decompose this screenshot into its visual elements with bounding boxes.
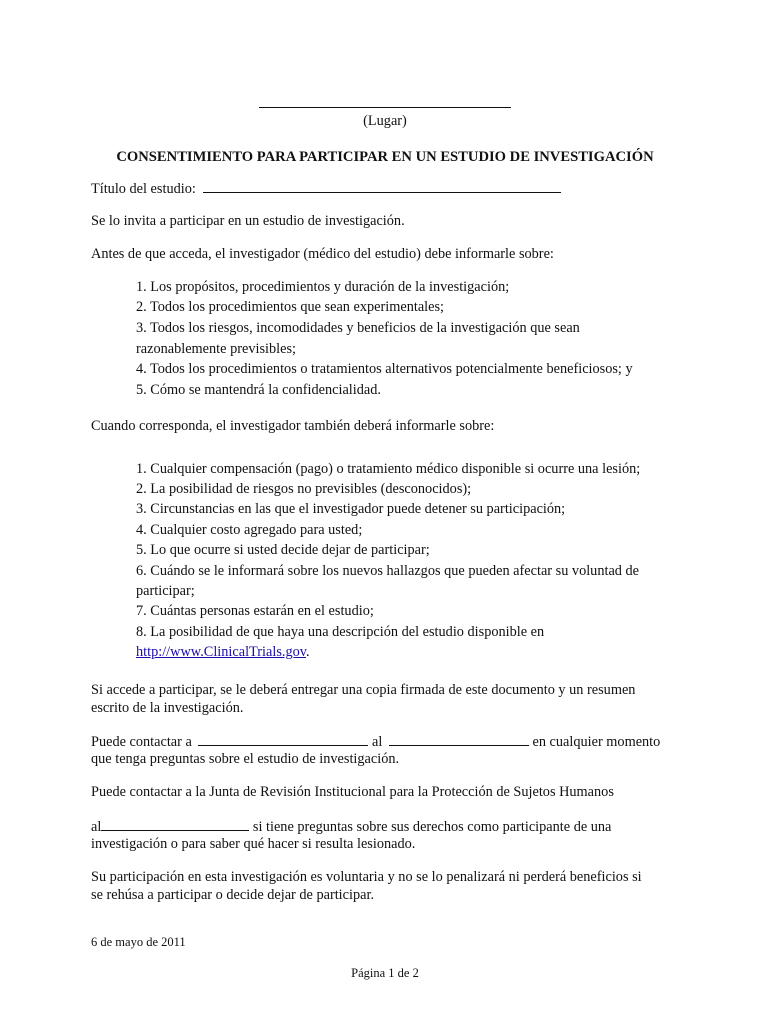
place-blank-line — [259, 93, 511, 108]
contact-phone-blank — [389, 731, 529, 746]
irb-prefix: al — [91, 819, 102, 835]
contact-prefix: Puede contactar a — [91, 734, 192, 750]
before-list-item: razonablemente previsibles; — [136, 341, 296, 357]
clinicaltrials-link[interactable]: http://www.ClinicalTrials.gov — [136, 644, 306, 660]
when-list-item: 5. Lo que ocurre si usted decide dejar de participar; — [136, 542, 430, 558]
irb-line2: investigación o para saber qué hacer si resulta lesionado. — [91, 836, 416, 852]
clinicaltrials-link-row — [136, 642, 310, 662]
study-title-row — [91, 178, 561, 199]
when-list-item: 3. Circunstancias en las que el investigador puede detener su participación; — [136, 501, 566, 517]
when-list-item: 7. Cuántas personas estarán en el estudio; — [136, 603, 374, 619]
when-list-item: 4. Cualquier costo agregado para usted; — [136, 522, 363, 538]
voluntary-paragraph-line: se rehúsa a participar o decide dejar de participar. — [91, 887, 375, 903]
page-title: CONSENTIMIENTO PARA PARTICIPAR EN UN ESTUDIO DE INVESTIGACIÓN — [116, 149, 654, 165]
before-list-item: 3. Todos los riesgos, incomodidades y beneficios de la investigación que sean — [136, 320, 580, 336]
irb-suffix: si tiene preguntas sobre sus derechos como participante de una — [252, 819, 612, 835]
footer-date: 6 de mayo de 2011 — [91, 935, 186, 949]
before-list-item: 1. Los propósitos, procedimientos y duración de la investigación; — [136, 279, 510, 295]
contact-mid: al — [371, 734, 383, 750]
irb-paragraph: Puede contactar a la Junta de Revisión Institucional para la Protección de Sujetos Humanos — [91, 784, 614, 800]
before-list-item: 2. Todos los procedimientos que sean experimentales; — [136, 299, 445, 315]
before-list-item: 4. Todos los procedimientos o tratamientos alternativos potencialmente beneficiosos; y — [136, 361, 633, 377]
study-title-label: Título del estudio: — [91, 181, 196, 197]
study-title-blank — [203, 178, 561, 193]
before-list-item: 5. Cómo se mantendrá la confidencialidad. — [136, 382, 381, 398]
contact-name-blank — [198, 731, 368, 746]
contact-line2: que tenga preguntas sobre el estudio de investigación. — [91, 751, 400, 767]
invite-paragraph: Se lo invita a participar en un estudio de investigación. — [91, 213, 405, 229]
when-list-item: 6. Cuándo se le informará sobre los nuevos hallazgos que pueden afectar su voluntad de — [136, 563, 640, 579]
copy-paragraph-line: escrito de la investigación. — [91, 700, 244, 716]
copy-paragraph-line: Si accede a participar, se le deberá entregar una copia firmada de este documento y un resumen — [91, 682, 636, 698]
when-intro: Cuando corresponda, el investigador también deberá informarle sobre: — [91, 418, 495, 434]
contact-suffix: en cualquier momento — [532, 734, 661, 750]
when-list-item: 8. La posibilidad de que haya una descripción del estudio disponible en — [136, 624, 545, 640]
when-list-item: participar; — [136, 583, 195, 599]
voluntary-paragraph-line: Su participación en esta investigación es voluntaria y no se lo penalizará ni perderá beneficios si — [91, 869, 642, 885]
page-number: Página 1 de 2 — [351, 966, 419, 980]
place-label: (Lugar) — [363, 113, 407, 129]
when-list-item: 2. La posibilidad de riesgos no previsibles (desconocidos); — [136, 481, 472, 497]
irb-phone-blank — [101, 816, 249, 831]
when-list-item: 1. Cualquier compensación (pago) o tratamiento médico disponible si ocurre una lesión; — [136, 461, 641, 477]
link-suffix: . — [305, 644, 310, 660]
before-intro: Antes de que acceda, el investigador (médico del estudio) debe informarle sobre: — [91, 246, 554, 262]
